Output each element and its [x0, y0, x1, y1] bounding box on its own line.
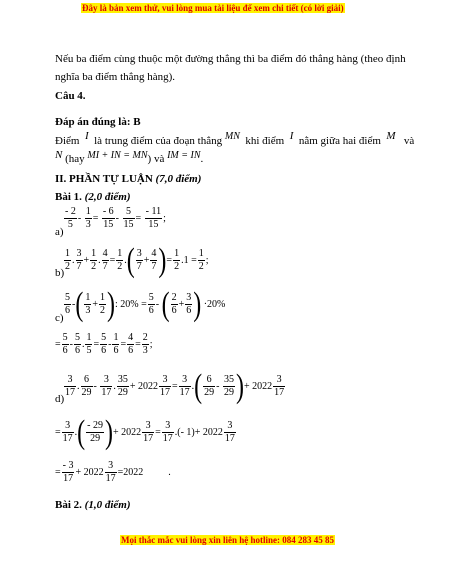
header-banner: Đây là bản xem thử, vui lòng mua tài liệu để xem chi tiết (có lời giải) [82, 3, 344, 13]
equation-d: $\frac{3}{17}$ . $\frac{6}{29}$ - $\frac{3}{17}$ . $\frac{35}{29}$ + 2022 $\frac{3}{17}$ = $\frac{3}{17}$ .( $\frac{6}{29}$ - $\frac{35}{29}$ )+ 2022 $\frac{3}{17}$ [65, 368, 285, 405]
paragraph-line-2: nghĩa ba điểm thẳng hàng). [55, 71, 176, 83]
equation-a: $\frac{- 2}{5}$ - $\frac{1}{3}$ = $\frac{- 6}{15}$ - $\frac{5}{15}$ = $\frac{- 11}{15}$ ; [65, 206, 166, 230]
paragraph-line-1: Nếu ba điểm cùng thuộc một đường thẳng thì ba điểm đó thẳng hàng (theo định [55, 53, 406, 65]
label-d: d) [55, 393, 65, 405]
equation-b: $\frac{1}{2}$ . $\frac{3}{7}$ + $\frac{1}{2}$ . $\frac{4}{7}$ = $\frac{1}{2}$ .( $\frac{3}{7}$ + $\frac{4}{7}$ )= $\frac{1}{2}$ .1 = $\frac{1}{2}$ ; [65, 242, 209, 279]
explanation-line-2: N (hay MI + IN = MN) và IM = IN. [55, 149, 204, 165]
equation-c-line-2: = $\frac{5}{6}$ - $\frac{5}{6}$ . $\frac{1}{5}$ = $\frac{5}{6}$ - $\frac{1}{6}$ = $\frac{4}{6}$ = $\frac{2}{3}$ ; [55, 332, 153, 356]
explanation-line-1: Điểm I là trung điểm của đoạn thẳng MN khi điểm I nằm giữa hai điểm M và [55, 130, 415, 147]
label-c: c) [55, 312, 64, 324]
section-heading: II. PHẦN TỰ LUẬN (7,0 điểm) [55, 173, 202, 185]
equation-c: $\frac{5}{6}$ -( $\frac{1}{3}$ + $\frac{1}{2}$ ): 20% = $\frac{5}{6}$ - ( $\frac{2}{6}$ + $\frac{3}{6}$ ) ·20% [65, 286, 226, 323]
exercise-2-heading: Bài 2. (1,0 điểm) [55, 499, 131, 511]
label-a: a) [55, 226, 64, 238]
footer-banner: Mọi thắc mắc vui lòng xin liên hệ hotline: 084 283 45 85 [121, 535, 335, 545]
equation-d-line-3: = $\frac{- 3}{17}$ + 2022 $\frac{3}{17}$ =2022 . [55, 460, 171, 484]
exercise-1-heading: Bài 1. (2,0 điểm) [55, 191, 131, 203]
equation-d-line-2: = $\frac{3}{17}$ .( $\frac{- 29}{29}$ )+ 2022 $\frac{3}{17}$ = $\frac{3}{17}$ .(- 1)+ 2022 $\frac{3}{17}$ [55, 414, 235, 451]
question-4-heading: Câu 4. [55, 90, 86, 102]
label-b: b) [55, 267, 65, 279]
answer-line: Đáp án đúng là: B [55, 116, 141, 128]
